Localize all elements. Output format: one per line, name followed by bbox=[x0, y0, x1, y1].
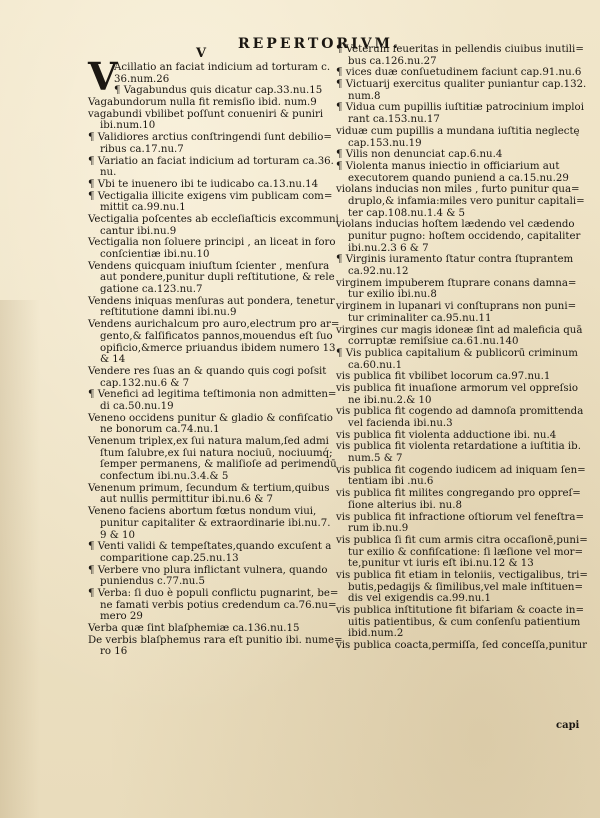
index-line: te,punitur vt iuris eſt ibi.nu.12 & 13 bbox=[348, 558, 534, 570]
index-line: Acillatio an faciat indicium ad torturam c. bbox=[114, 62, 331, 73]
index-line: ¶ Vis publica capitalium & publicorū criminum bbox=[336, 347, 578, 359]
index-line: vis publica coacta,permiſſa, ſed conceſſa,punitur bbox=[336, 640, 588, 652]
index-line: vis publica inſtitutione fit bifariam & coacte in= bbox=[336, 605, 585, 616]
index-line: violans inducias hoſtem lædendo vel cædendo bbox=[336, 219, 575, 231]
index-line: ¶ vices duæ conſuetudinem faciunt cap.91.nu.6 bbox=[336, 67, 582, 79]
index-line: ¶ Vidua cum pupillis iuſtitiæ patrocinium imploi bbox=[336, 102, 584, 114]
index-line: vis publica fit violenta retardatione a iuſtitia ib. bbox=[336, 441, 581, 453]
index-line: ¶ Venti validi & tempeſtates,quando excuſent a bbox=[88, 541, 332, 553]
index-line: bus ca.126.nu.27 bbox=[348, 55, 437, 67]
index-line: ¶ Variatio an faciat indicium ad torturam ca.36. bbox=[88, 155, 334, 167]
index-line: comparitione cap.25.nu.13 bbox=[100, 552, 239, 564]
index-line: ¶ Vbi te inuenero ibi te iudicabo ca.13.nu.14 bbox=[88, 178, 319, 190]
left-column bbox=[88, 62, 343, 658]
page-stain bbox=[0, 300, 40, 818]
index-line: opificio,&merce priuandus ibidem numero 13 bbox=[100, 342, 336, 354]
index-line: mero 29 bbox=[100, 611, 143, 623]
index-line: Veneno faciens abortum fœtus nondum viui, bbox=[88, 506, 317, 518]
index-line: Vectigalia poſcentes ab eccleſiaſticis excommuni bbox=[88, 213, 339, 225]
index-line: vis publica fit violenta adductione ibi. nu.4 bbox=[336, 429, 557, 441]
index-line: viduæ cum pupillis a mundana iuſtitia neglectę bbox=[336, 125, 580, 137]
index-line: vis publica fit cogendo iudicem ad iniquam ſen= bbox=[336, 464, 586, 476]
drop-cap: V bbox=[88, 54, 118, 99]
index-line: executorem quando puniend a ca.15.nu.29 bbox=[348, 172, 569, 184]
index-line: aut nullis permittitur ibi.nu.6 & 7 bbox=[100, 494, 274, 506]
index-line: Venenum triplex,ex ſui natura malum,ſed admi bbox=[88, 436, 329, 447]
index-line: di ca.50.nu.19 bbox=[100, 400, 174, 412]
index-line: virgines cur magis idoneæ ſint ad maleficia quā bbox=[336, 324, 583, 336]
index-line: reſtitutione damni ibi.nu.9 bbox=[100, 307, 237, 319]
index-line: & 14 bbox=[100, 354, 126, 366]
index-line: butis,pedagijs & ſimilibus,vel male inſtituen= bbox=[348, 581, 584, 593]
index-line: num.5 & 7 bbox=[348, 453, 403, 465]
index-line: Vectigalia non ſoluere principi , an liceat in foro bbox=[88, 237, 336, 249]
index-line: ſtum ſalubre,ex ſui natura nociuū, nociuumq́; bbox=[100, 447, 333, 459]
index-line: ſione alterius ibi. nu.8 bbox=[348, 499, 462, 511]
index-line: Veneno occidens punitur & gladio & confiſcatio bbox=[88, 412, 333, 424]
index-line: violans inducias non miles , furto punitur qua= bbox=[336, 184, 580, 196]
index-line: ne famati verbis potius credendum ca.76.nu= bbox=[100, 599, 337, 611]
index-line: ne bonorum ca.74.nu.1 bbox=[100, 424, 220, 436]
index-line: corruptæ remiſsiue ca.61.nu.140 bbox=[348, 336, 519, 348]
index-line: cap.132.nu.6 & 7 bbox=[100, 377, 190, 389]
index-line: ¶ Vilis non denunciat cap.6.nu.4 bbox=[336, 149, 503, 161]
running-head: REPERTORIVM. bbox=[238, 36, 401, 52]
index-line: num.8 bbox=[348, 90, 381, 102]
index-line: mittit ca.99.nu.1 bbox=[100, 202, 186, 214]
index-line: 9 & 10 bbox=[100, 529, 135, 541]
index-line: druplo,& infamia:miles vero punitur capitali= bbox=[348, 195, 585, 207]
index-line: punitur pugno: hoſtem occidendo, capitaliter bbox=[348, 231, 581, 242]
index-line: tur exilio ibi.nu.8 bbox=[348, 289, 437, 301]
index-line: ¶ Validiores arctius conſtringendi ſunt debilio= bbox=[88, 132, 332, 144]
index-line: tentiam ibi .nu.6 bbox=[348, 476, 434, 488]
index-line: vis publica fit vbilibet locorum ca.97.nu.1 bbox=[336, 371, 551, 383]
index-line: punitur capitaliter & extraordinarie ibi.nu.7. bbox=[100, 517, 331, 529]
index-line: conſcientiæ ibi.nu.10 bbox=[100, 249, 210, 260]
index-line: rant ca.153.nu.17 bbox=[348, 114, 440, 126]
index-line: gatione ca.123.nu.7 bbox=[100, 284, 203, 296]
index-line: vis publica fit cogendo ad damnoſa promittenda bbox=[336, 406, 584, 418]
index-line: virginem impuberem ſtuprare conans damna= bbox=[336, 277, 577, 289]
index-line: vis publica fit milites congregando pro oppreſ= bbox=[336, 488, 581, 500]
index-line: Vendens quicquam iniuſtum ſcienter , menſura bbox=[88, 260, 330, 272]
index-line: tur exilio & confiſcatione: ſi læſione vel mor= bbox=[348, 546, 584, 558]
index-line: ca.60.nu.1 bbox=[348, 359, 403, 371]
index-line: ibi.num.10 bbox=[100, 120, 156, 132]
index-line: ca.92.nu.12 bbox=[348, 266, 409, 278]
index-line: ¶ Virginis iuramento ſtatur contra ſtuprantem bbox=[336, 254, 574, 266]
index-line: tur criminaliter ca.95.nu.11 bbox=[348, 312, 492, 324]
index-line: confectum ibi.nu.3.4.& 5 bbox=[100, 471, 229, 483]
index-line: ſemper permanens, & maliſioſe ad perimendū bbox=[100, 459, 337, 471]
index-line: ne ibi.nu.2.& 10 bbox=[348, 394, 432, 406]
index-line: ter cap.108.nu.1.4 & 5 bbox=[348, 207, 466, 219]
index-line: nu. bbox=[100, 167, 117, 179]
index-line: ribus ca.17.nu.7 bbox=[100, 143, 184, 155]
index-line: Vendens aurichalcum pro auro,electrum pro ar= bbox=[88, 319, 340, 331]
index-line: Venenum primum, ſecundum & tertium,quibus bbox=[88, 482, 330, 494]
index-line: ¶ Verba: ſi duo è populi conflictu pugnarint, be= bbox=[88, 587, 339, 599]
index-line: vis publica ſi fit cum armis citra occaſionē,puni= bbox=[336, 534, 588, 546]
index-line: virginem in lupanari vi conſtuprans non puni= bbox=[336, 301, 577, 313]
index-line: ¶ Vagabundus quis dicatur cap.33.nu.15 bbox=[114, 85, 323, 97]
index-line: ro 16 bbox=[100, 646, 128, 658]
section-letter: V bbox=[196, 46, 207, 61]
index-line: Vagabundorum nulla fit remisſio ibid. num.9 bbox=[88, 97, 317, 109]
index-line: ¶ Victuarij exercitus qualiter puniantur cap.132. bbox=[336, 79, 587, 91]
index-line: ibi.nu.2.3 6 & 7 bbox=[348, 242, 429, 254]
index-line: ¶ Venefici ad legitima teſtimonia non admitten= bbox=[88, 389, 337, 401]
index-line: vis publica fit inuaſione armorum vel oppreſsio bbox=[336, 382, 579, 394]
index-line: Vendere res ſuas an & quando quis cogi poſsit bbox=[88, 365, 327, 377]
index-line: uitis patientibus, & cum conſenſu patientium bbox=[348, 616, 581, 628]
index-line: ¶ Violenta manus iniectio in officiarium aut bbox=[336, 160, 560, 172]
index-line: gento,& falſificatos pannos,mouendus eſt ſuo bbox=[100, 330, 333, 342]
index-line: cap.153.nu.19 bbox=[348, 137, 422, 149]
catchword: capi bbox=[556, 720, 580, 731]
index-line: ¶ Veterum ſeueritas in pellendis ciuibus inutili= bbox=[336, 44, 584, 55]
right-column bbox=[336, 44, 588, 652]
index-line: 36.num.26 bbox=[114, 73, 170, 85]
index-line: vis publica fit infractione oſtiorum vel feneſtra= bbox=[336, 511, 585, 523]
index-line: cantur ibi.nu.9 bbox=[100, 225, 177, 237]
index-line: rum ib.nu.9 bbox=[348, 523, 409, 535]
index-line: puniendus c.77.nu.5 bbox=[100, 576, 206, 588]
index-line: De verbis blaſphemus rara eſt punitio ibi. nume= bbox=[88, 634, 343, 646]
index-line: ¶ Vectigalia illicite exigens vim publicam com= bbox=[88, 190, 333, 202]
index-line: vagabundi vbilibet poſſunt conueniri & puniri bbox=[88, 108, 324, 120]
index-line: ibid.num.2 bbox=[348, 628, 404, 640]
index-line: Verba quæ ſint blaſphemiæ ca.136.nu.15 bbox=[88, 623, 300, 634]
index-line: vis publica fit etiam in teloniis, vectigalibus, tri= bbox=[336, 569, 588, 581]
index-line: ¶ Verbere vno plura inflictant vulnera, quando bbox=[88, 564, 328, 576]
index-line: vel facienda ibi.nu.3 bbox=[348, 418, 453, 429]
index-line: aut pondere,punitur dupli reſtitutione, & rele bbox=[100, 272, 335, 284]
index-line: Vendens iniquas menſuras aut pondera, tenetur bbox=[88, 295, 335, 307]
index-line: dis vel exigendis ca.99.nu.1 bbox=[348, 593, 491, 605]
